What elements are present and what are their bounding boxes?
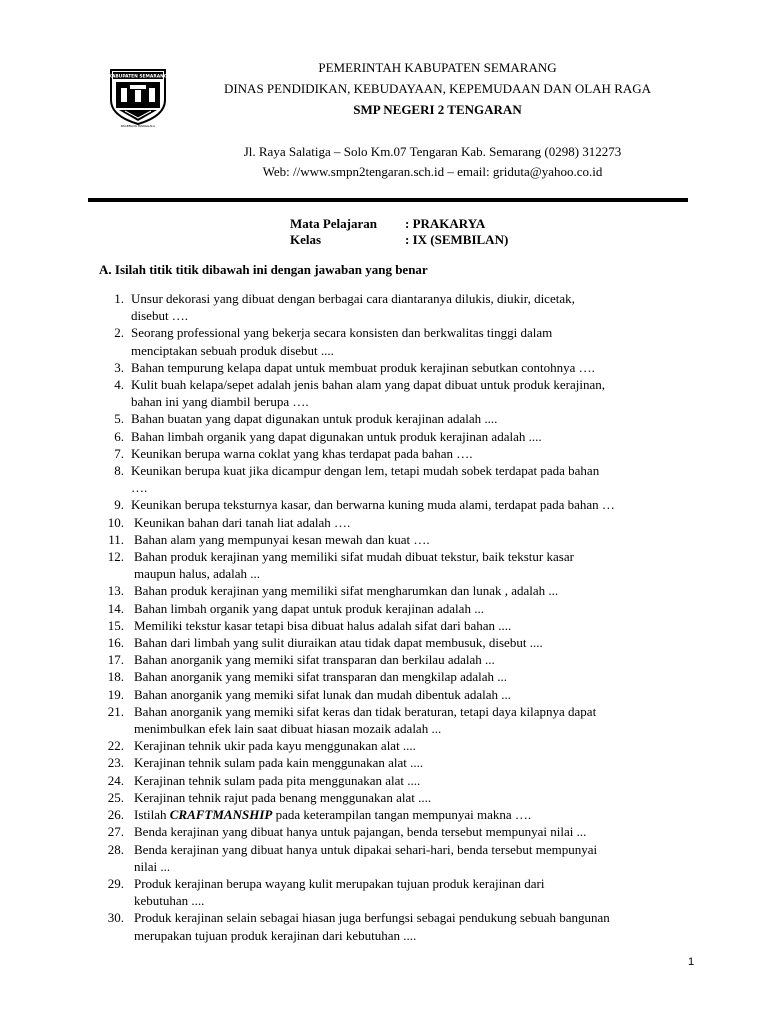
question-number: 5. xyxy=(114,411,124,427)
question-item xyxy=(0,617,768,634)
question-number: 4. xyxy=(114,377,124,393)
question-text-before: Istilah xyxy=(134,807,170,823)
question-text: Bahan produk kerajinan yang memiliki sifat mudah dibuat tekstur, baik tekstur kasar maupun halus, adalah ... xyxy=(134,549,574,582)
question-number: 16. xyxy=(107,635,124,651)
question-text: Benda kerajinan yang dibuat hanya untuk dipakai sehari-hari, benda tersebut mempunyai nilai ... xyxy=(134,841,598,874)
meta-class-value: : IX (SEMBILAN) xyxy=(405,232,509,247)
question-number: 7. xyxy=(114,445,124,461)
question-number: 25. xyxy=(107,789,124,805)
question-item xyxy=(0,410,768,427)
question-text: Kerajinan tehnik rajut pada benang menggunakan alat .... xyxy=(134,789,432,805)
question-item xyxy=(0,290,768,324)
question-text: Bahan dari limbah yang sulit diuraikan atau tidak dapat membusuk, disebut .... xyxy=(134,635,543,651)
question-text: Produk kerajinan berupa wayang kulit merupakan tujuan produk kerajinan dari kebutuhan .... xyxy=(134,875,545,909)
question-list xyxy=(0,290,768,944)
question-item xyxy=(0,462,768,496)
question-item xyxy=(0,514,768,531)
header-address: Jl. Raya Salatiga – Solo Km.07 Tengaran Kab. Semarang (0298) 312273 xyxy=(243,144,622,159)
question-item xyxy=(0,582,768,599)
question-item xyxy=(0,703,768,737)
question-text-emphasis: CRAFTMANSHIP xyxy=(169,807,273,823)
emblem-motto: PAGEBLOG MANGGALA xyxy=(120,124,156,128)
question-item xyxy=(0,909,768,943)
emblem-top-text: KABUPATEN SEMARANG xyxy=(108,74,168,80)
header-government: PEMERINTAH KABUPATEN SEMARANG xyxy=(318,60,557,75)
question-item xyxy=(0,359,768,376)
header-divider xyxy=(88,198,688,202)
question-text: Bahan limbah organik yang dapat digunakan untuk produk kerajinan adalah .... xyxy=(131,428,542,444)
question-item xyxy=(0,875,768,909)
question-text: Kerajinan tehnik sulam pada pita menggunakan alat .... xyxy=(134,772,421,788)
question-item xyxy=(0,754,768,771)
question-number: 23. xyxy=(107,755,124,771)
question-item xyxy=(0,376,768,410)
question-item xyxy=(0,668,768,685)
question-item xyxy=(0,445,768,462)
emblem-shield-icon xyxy=(107,66,169,126)
question-item xyxy=(0,789,768,806)
question-item xyxy=(0,737,768,754)
question-text: Bahan alam yang mempunyai kesan mewah dan kuat …. xyxy=(134,531,430,547)
question-text: Bahan produk kerajinan yang memiliki sifat mengharumkan dan lunak , adalah ... xyxy=(134,583,559,599)
question-text: Bahan tempurung kelapa dapat untuk membuat produk kerajinan sebutkan contohnya …. xyxy=(131,359,595,375)
question-item xyxy=(0,686,768,703)
question-text xyxy=(134,806,694,823)
header-department: DINAS PENDIDIKAN, KEBUDAYAAN, KEPEMUDAAN DAN OLAH RAGA xyxy=(223,81,652,96)
question-number: 12. xyxy=(107,549,124,565)
question-item xyxy=(0,428,768,445)
question-item xyxy=(0,651,768,668)
question-item xyxy=(0,841,768,875)
question-number: 3. xyxy=(114,359,124,375)
question-number: 22. xyxy=(107,738,124,754)
question-number: 28. xyxy=(107,841,124,857)
question-number: 13. xyxy=(107,583,124,599)
meta-subject-key: Mata Pelajaran xyxy=(290,216,378,231)
section-title: A. Isilah titik titik dibawah ini dengan jawaban yang benar xyxy=(99,262,428,277)
question-number: 15. xyxy=(107,617,124,633)
question-item xyxy=(0,600,768,617)
question-text: Produk kerajinan selain sebagai hiasan juga berfungsi sebagai pendukung sebuah bangunan merupakan tujuan produk kerajinan dari kebutuhan .... xyxy=(134,910,610,943)
question-text: Kulit buah kelapa/sepet adalah jenis bahan alam yang dapat dibuat untuk produk kerajinan, bahan ini yang diambil berupa …. xyxy=(131,377,605,410)
page-number: 1 xyxy=(688,956,695,968)
question-text: Keunikan berupa warna coklat yang khas terdapat pada bahan …. xyxy=(131,445,473,461)
question-text: Unsur dekorasi yang dibuat dengan berbagai cara diantaranya dilukis, diukir, dicetak, disebut …. xyxy=(131,291,575,324)
question-text: Benda kerajinan yang dibuat hanya untuk pajangan, benda tersebut mempunyai nilai ... xyxy=(134,824,587,840)
question-text: Bahan anorganik yang memiki sifat keras dan tidak beraturan, tetapi daya kilapnya dapat menimbulkan efek lain saat dibuat hiasan mozaik adalah ... xyxy=(134,703,597,737)
question-number: 30. xyxy=(107,910,124,926)
question-text: Bahan limbah organik yang dapat untuk produk kerajinan adalah ... xyxy=(134,600,484,616)
question-item xyxy=(0,496,768,513)
kabupaten-semarang-emblem-icon xyxy=(107,66,169,130)
question-item xyxy=(0,772,768,789)
question-text: Bahan anorganik yang memiki sifat lunak dan mudah dibentuk adalah ... xyxy=(134,686,512,702)
question-number: 18. xyxy=(107,669,124,685)
question-text: Keunikan berupa teksturnya kasar, dan berwarna kuning muda alami, terdapat pada bahan … xyxy=(131,497,615,513)
question-number: 2. xyxy=(114,325,124,341)
question-number: 11. xyxy=(108,531,124,547)
question-number: 14. xyxy=(107,600,124,616)
meta-class-key: Kelas xyxy=(290,232,322,247)
question-item xyxy=(0,324,768,358)
question-number: 8. xyxy=(114,463,124,479)
meta-class xyxy=(290,232,508,248)
question-number: 17. xyxy=(107,652,124,668)
question-number: 27. xyxy=(107,824,124,840)
question-item xyxy=(0,548,768,582)
header-school-name: SMP NEGERI 2 TENGARAN xyxy=(353,102,522,117)
question-item xyxy=(0,806,768,823)
question-item xyxy=(0,823,768,840)
question-number: 19. xyxy=(107,686,124,702)
header-web-email: Web: //www.smpn2tengaran.sch.id – email: griduta@yahoo.co.id xyxy=(262,164,603,179)
question-number: 9. xyxy=(114,497,124,513)
question-text: Keunikan bahan dari tanah liat adalah …. xyxy=(134,514,351,530)
question-item xyxy=(0,634,768,651)
question-text-after: pada keterampilan tangan mempunyai makna …. xyxy=(272,807,532,823)
question-number: 6. xyxy=(114,428,124,444)
question-text: Keunikan berupa kuat jika dicampur dengan lem, tetapi mudah sobek terdapat pada bahan …. xyxy=(131,463,600,496)
meta-subject-value: : PRAKARYA xyxy=(405,216,486,231)
question-text: Seorang professional yang bekerja secara konsisten dan berkwalitas tinggi dalam menciptakan sebuah produk disebut .... xyxy=(131,325,553,358)
question-item xyxy=(0,531,768,548)
question-number: 21. xyxy=(107,703,124,719)
question-text: Kerajinan tehnik sulam pada kain menggunakan alat .... xyxy=(134,755,424,771)
question-text: Memiliki tekstur kasar tetapi bisa dibuat halus adalah sifat dari bahan .... xyxy=(134,617,512,633)
question-text: Bahan buatan yang dapat digunakan untuk produk kerajinan adalah .... xyxy=(131,411,498,427)
question-number: 1. xyxy=(114,291,124,306)
question-number: 10. xyxy=(107,514,124,530)
question-number: 24. xyxy=(107,772,124,788)
question-number: 26. xyxy=(107,807,124,823)
question-number: 29. xyxy=(107,875,124,891)
question-text: Bahan anorganik yang memiki sifat transparan dan mengkilap adalah ... xyxy=(134,669,508,685)
question-text: Bahan anorganik yang memiki sifat transparan dan berkilau adalah ... xyxy=(134,652,495,668)
meta-subject xyxy=(290,216,485,232)
question-text: Kerajinan tehnik ukir pada kayu menggunakan alat .... xyxy=(134,738,416,754)
